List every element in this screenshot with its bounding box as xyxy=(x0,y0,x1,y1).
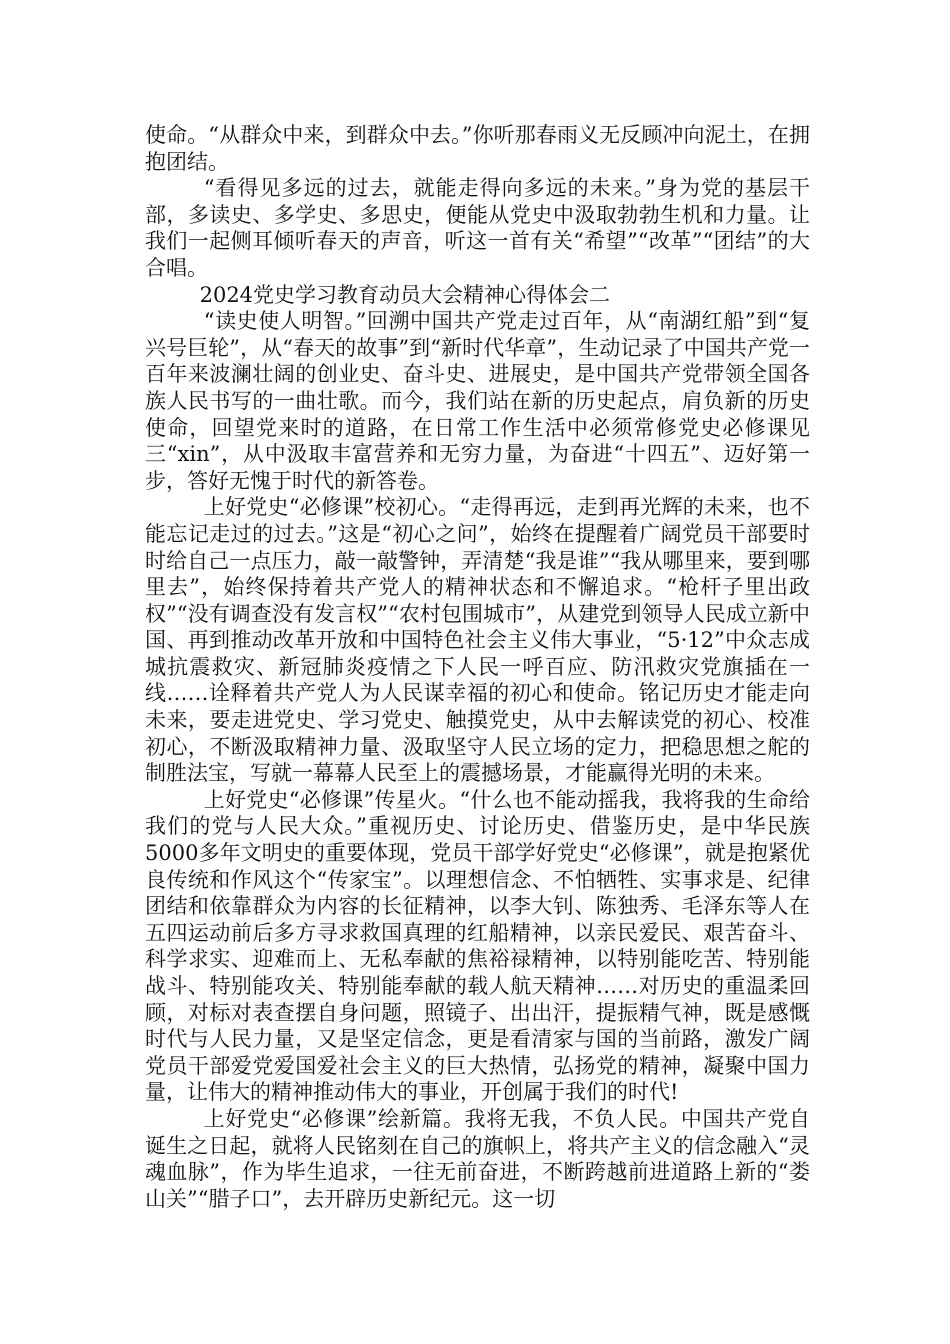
paragraph: “读史使人明智。”回溯中国共产党走过百年，从“南湖红船”到“复兴号巨轮”，从“春天的故事”到“新时代华章”，生动记录了中国共产党一百年来波澜壮阔的创业史、奋斗史、进展史，是中国共产党带领全国各族人民书写的一曲壮歌。而今，我们站在新的历史起点，肩负新的历史使命，回望党来时的道路，在日常工作生活中必须常修党史必修课见三“xin”，从中汲取丰富营养和无穷力量，为奋进“十四五”、迈好第一步，答好无愧于时代的新答卷。 xyxy=(145,309,810,493)
paragraph: 上好党史“必修课”绘新篇。我将无我，不负人民。中国共产党自诞生之日起，就将人民铭刻在自己的旗帜上，将共产主义的信念融入“灵魂血脉”，作为毕生追求，一往无前奋进，不断跨越前进道路上新的“娄山关”“腊子口”，去开辟历史新纪元。这一切 xyxy=(145,1106,810,1211)
paragraph: “看得见多远的过去，就能走得向多远的未来。”身为党的基层干部，多读史、多学史、多思史，便能从党史中汲取勃勃生机和力量。让我们一起侧耳倾听春天的声音，听这一首有关“希望”“改革”“团结”的大合唱。 xyxy=(145,176,810,280)
paragraph: 上好党史“必修课”校初心。“走得再远，走到再光辉的未来，也不能忘记走过的过去。”这是“初心之问”，始终在提醒着广阔党员干部要时时给自己一点压力，敲一敲警钟，弄清楚“我是谁”“我从哪里来，要到哪里去”，始终保持着共产党人的精神状态和不懈追求。“枪杆子里出政权”“没有调查没有发言权”“农村包围城市”，从建党到领导人民成立新中国、再到推动改革开放和中国特色社会主义伟大事业，“5·12”中众志成城抗震救灾、新冠肺炎疫情之下人民一呼百应、防汛救灾党旗插在一线……诠释着共产党人为人民谋幸福的初心和使命。铭记历史才能走向未来，要走进党史、学习党史、触摸党史，从中去解读党的初心、校准初心，不断汲取精神力量、汲取坚守人民立场的定力，把稳思想之舵的制胜法宝，写就一幕幕人民至上的震撼场景，才能赢得光明的未来。 xyxy=(145,495,810,786)
document-body xyxy=(145,122,810,1212)
paragraph: 上好党史“必修课”传星火。“什么也不能动摇我，我将我的生命给我们的党与人民大众。”重视历史、讨论历史、借鉴历史，是中华民族5000多年文明史的重要体现，党员干部学好党史“必修课”，就是抱紧优良传统和作风这个“传家宝”。以理想信念、不怕牺牲、实事求是、纪律团结和依靠群众为内容的长征精神，以李大钊、陈独秀、毛泽东等人在五四运动前后多方寻求救国真理的红船精神，以亲民爱民、艰苦奋斗、科学求实、迎难而上、无私奉献的焦裕禄精神，以特别能吃苦、特别能战斗、特别能攻关、特别能奉献的载人航天精神……对历史的重温柔回顾，对标对表查摆自身问题，照镜子、出出汗，提振精气神，既是感慨时代与人民力量，又是坚定信念，更是看清家与国的当前路，激发广阔党员干部爱党爱国爱社会主义的巨大热情，弘扬党的精神，凝聚中国力量，让伟大的精神推动伟大的事业，开创属于我们的时代! xyxy=(145,787,810,1105)
paragraph-continuation: 使命。“从群众中来，到群众中去。”你听那春雨义无反顾冲向泥土，在拥抱团结。 xyxy=(145,123,810,174)
section-title: 2024党史学习教育动员大会精神心得体会二 xyxy=(199,282,611,307)
